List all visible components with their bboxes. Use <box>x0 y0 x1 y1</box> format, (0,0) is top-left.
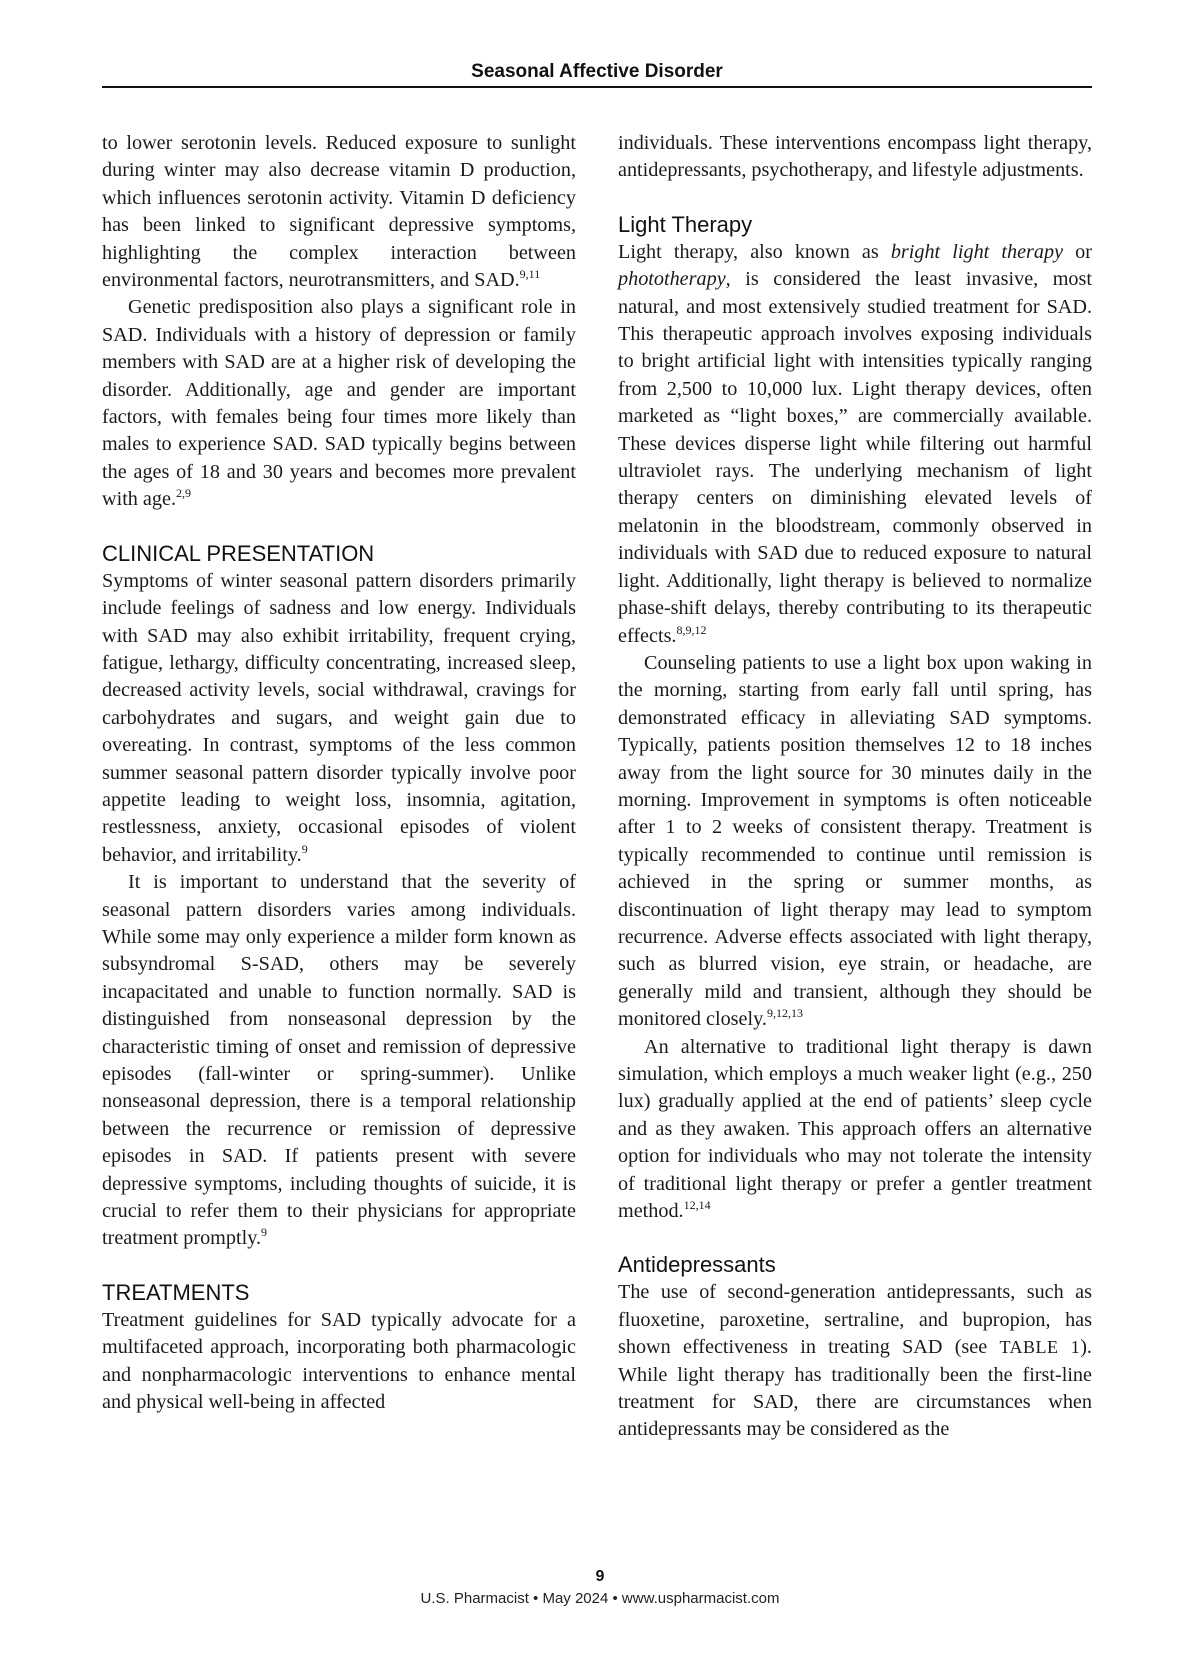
citation: 9,12,13 <box>766 1006 803 1021</box>
paragraph: An alternative to traditional light therapy is dawn simulation, which employs a much weaker light (e.g., 250 lux) gradually applied at the end of patients’ sleep cycle and as they awaken. This approach offers an alternative option for individuals who may not tolerate the intensity of traditional light therapy or prefer a gentler treatment method.$^{12,14}$ <box>618 1035 1092 1223</box>
subsection-heading-light-therapy: Light Therapy <box>618 211 753 237</box>
section-heading-clinical-presentation: CLINICAL PRESENTATION <box>102 540 375 566</box>
citation: 9 <box>261 1225 268 1240</box>
paragraph: The use of second-generation antidepressants, such as fluoxetine, paroxetine, sertraline, and bupropion, has shown effectiveness in treating SAD (see TABLE 1). While light therapy has traditionally been the first-line treatment for SAD, there are circumstances when antidepressants may be considered as the <box>618 1281 1092 1441</box>
citation: 12,14 <box>683 1198 711 1213</box>
paragraph: Symptoms of winter seasonal pattern disorders primarily include feelings of sadness and low energy. Individuals with SAD may also exhibit irritability, frequent crying, fatigue, lethargy, difficulty concentrating, increased sleep, decreased activity levels, social withdrawal, cravings for carbohydrates and sugars, and weight gain due to overeating. In contrast, symptoms of the less common summer seasonal pattern disorder typically involve poor appetite leading to weight loss, insomnia, agitation, restlessness, anxiety, occasional episodes of violent behavior, and irritability.$^9$ <box>102 569 576 866</box>
subsection-heading-antidepressants: Antidepressants <box>618 1252 776 1278</box>
paragraph: Treatment guidelines for SAD typically advocate for a multifaceted approach, incorporating both pharmacologic and nonpharmacologic interventions to enhance mental and physical well-being in affected <box>102 1308 576 1414</box>
paragraph: Genetic predisposition also plays a significant role in SAD. Individuals with a history of depression or family members with SAD are at a higher risk of developing the disorder. Additionally, age and gender are important factors, with females being four times more likely than males to experience SAD. SAD typically begins between the ages of 18 and 30 years and becomes more prevalent with age.$^{2,9}$ <box>102 296 576 511</box>
page-number: 9 <box>595 1568 605 1585</box>
right-column <box>618 130 1092 1444</box>
table-reference: TABLE 1 <box>999 1337 1081 1358</box>
paragraph: individuals. These interventions encompass light therapy, antidepressants, psychotherapy, and lifestyle adjustments. <box>618 132 1092 182</box>
citation: 8,9,12 <box>676 622 707 637</box>
footer-line: U.S. Pharmacist • May 2024 • www.uspharmacist.com <box>420 1590 780 1607</box>
paragraph: Light therapy, also known as bright light therapy or phototherapy, is considered the least invasive, most natural, and most extensively studied treatment for SAD. This therapeutic approach involves exposing individuals to bright artificial light with intensities typically ranging from 2,500 to 10,000 lux. Light therapy devices, often marketed as “light boxes,” are commercially available. These devices disperse light while filtering out harmful ultraviolet rays. The underlying mechanism of light therapy centers on diminishing elevated levels of melatonin in the bloodstream, commonly observed in individuals with SAD due to reduced exposure to natural light. Additionally, light therapy is believed to normalize phase-shift delays, thereby contributing to its therapeutic effects.$^{8,9,12}$ <box>618 240 1092 647</box>
citation: 9 <box>301 841 308 856</box>
left-column <box>102 130 576 1416</box>
paragraph: Counseling patients to use a light box upon waking in the morning, starting from early fall until spring, has demonstrated efficacy in alleviating SAD symptoms. Typically, patients position themselves 12 to 18 inches away from the light source for 30 minutes daily in the morning. Improvement in symptoms is often noticeable after 1 to 2 weeks of consistent therapy. Treatment is typically recommended to continue until remission is achieved in the spring or summer months, as discontinuation of light therapy may lead to symptom recurrence. Adverse effects associated with light therapy, such as blurred vision, eye strain, or headache, are generally mild and transient, although they should be monitored closely.$^{9,12,13}$ <box>618 651 1092 1031</box>
section-heading-treatments: TREATMENTS <box>102 1279 250 1305</box>
paragraph: to lower serotonin levels. Reduced exposure to sunlight during winter may also decrease vitamin D production, which influences serotonin activity. Vitamin D deficiency has been linked to significant depressive symptoms, highlighting the complex interaction between environmental factors, neurotransmitters, and SAD.$^{9,11}$ <box>102 132 576 292</box>
citation: 9,11 <box>519 267 541 282</box>
citation: 2,9 <box>176 486 191 501</box>
paragraph: It is important to understand that the severity of seasonal pattern disorders varies among individuals. While some may only experience a milder form known as subsyndromal S-SAD, others may be severely incapacitated and unable to function normally. SAD is distinguished from nonseasonal depression by the characteristic timing of onset and remission of depressive episodes (fall-winter or spring-summer). Unlike nonseasonal depression, there is a temporal relationship between the recurrence or remission of depressive episodes in SAD. If patients present with severe depressive symptoms, including thoughts of suicide, it is crucial to refer them to their physicians for appropriate treatment promptly.$^9$ <box>102 871 576 1250</box>
running-head: Seasonal Affective Disorder <box>102 58 1092 88</box>
